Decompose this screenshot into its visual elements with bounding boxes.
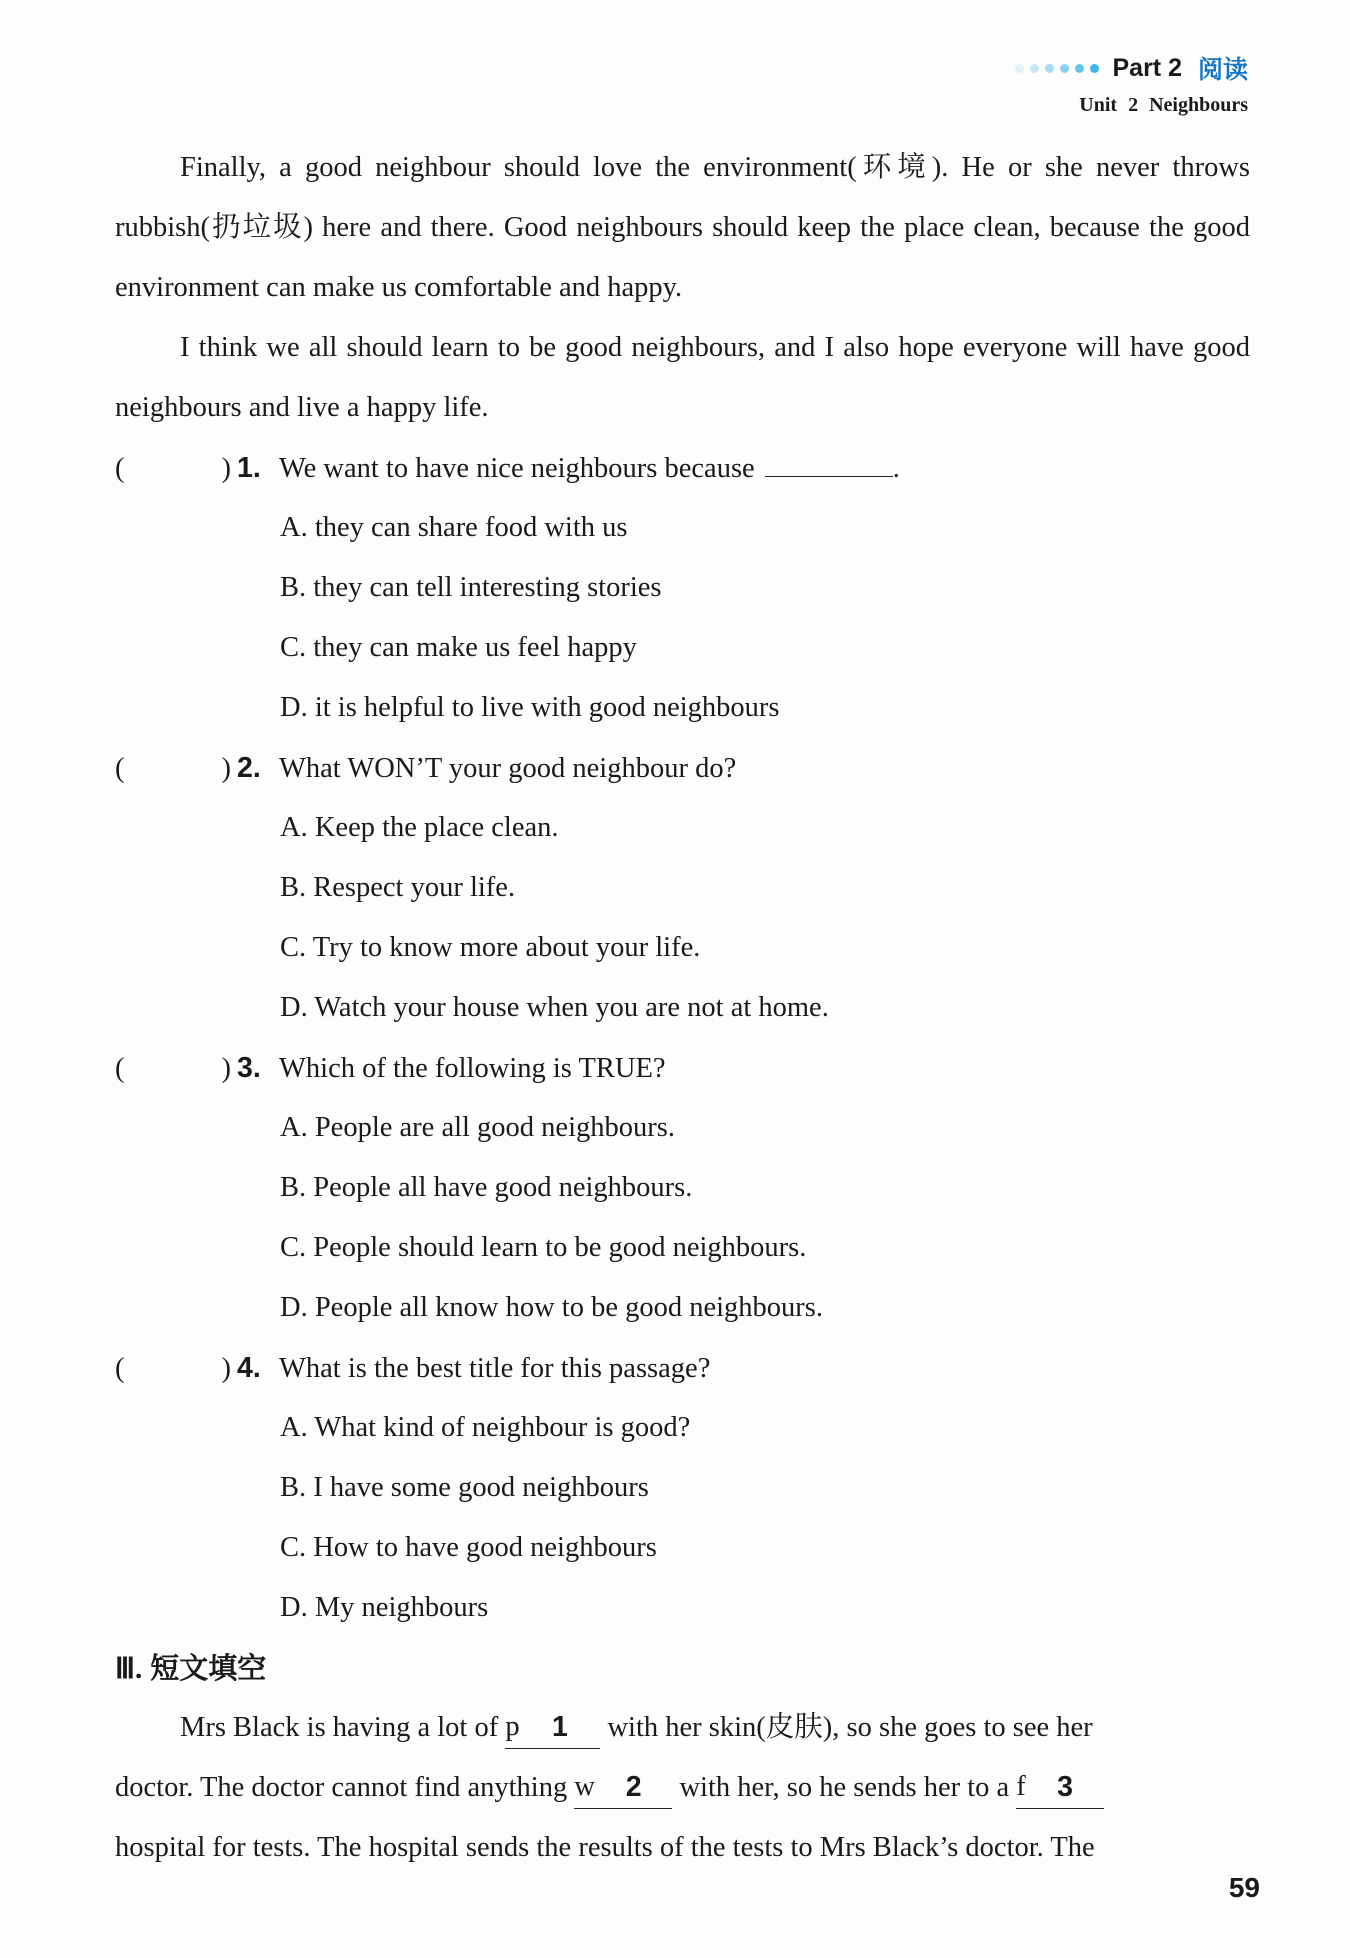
decorative-dots [1015,64,1099,73]
question-number: 4. [237,1352,261,1384]
dot-icon [1030,64,1039,73]
header-unit-title: Neighbours [1149,94,1248,116]
fill-blank-2[interactable] [574,1767,672,1809]
dot-icon [1090,64,1099,73]
section-3-heading [115,1638,1250,1698]
option-3a: A. People are all good neighbours. [280,1112,675,1143]
option-1d: D. it is helpful to live with good neighbours [280,692,780,723]
option-1a: A. they can share food with us [280,512,628,543]
blank-number: 3 [1057,1771,1073,1803]
question-number: 3. [237,1052,261,1084]
section-numeral: Ⅲ. [115,1653,143,1685]
blank-letter: p [505,1711,520,1742]
question-3 [115,1038,1250,1098]
fill-text: hospital for tests. The hospital sends the results of the tests to Mrs Black’s doctor. The [115,1832,1095,1863]
fill-line-2 [115,1758,1250,1818]
answer-paren[interactable]: ( ) [115,453,231,484]
blank-letter: f [1016,1771,1026,1802]
answer-paren[interactable]: ( ) [115,753,231,784]
answer-blank[interactable] [765,446,893,477]
dot-icon [1045,64,1054,73]
option-2a: A. Keep the place clean. [280,812,559,843]
option-3c: C. People should learn to be good neighbours. [280,1232,807,1263]
blank-number: 1 [552,1711,568,1743]
answer-paren[interactable]: ( ) [115,1353,231,1384]
fill-text: Mrs Black is having a lot of [180,1712,499,1743]
header-part: Part 2 [1112,53,1182,82]
option-1b: B. they can tell interesting stories [280,572,662,603]
fill-text: doctor. The doctor cannot find anything [115,1772,568,1803]
option-4a: A. What kind of neighbour is good? [280,1412,691,1443]
question-text: Which of the following is TRUE? [279,1053,666,1084]
option-4c: C. How to have good neighbours [280,1532,657,1563]
option-4d: D. My neighbours [280,1592,489,1623]
option-1c: C. they can make us feel happy [280,632,637,663]
option-3b: B. People all have good neighbours. [280,1172,693,1203]
header-unit: Unit 2 [1079,94,1139,116]
question-text: What WON’T your good neighbour do? [279,753,737,784]
option-3d: D. People all know how to be good neighbours. [280,1292,824,1323]
fill-blank-3[interactable] [1016,1767,1104,1809]
question-1 [115,438,1250,498]
fill-line-1 [115,1698,1250,1758]
option-2b: B. Respect your life. [280,872,516,903]
dot-icon [1015,64,1024,73]
option-2d: D. Watch your house when you are not at home. [280,992,829,1023]
header-top [1015,50,1249,86]
question-text: What is the best title for this passage? [279,1353,711,1384]
question-number: 1. [237,452,261,484]
fill-text: with her skin(皮肤), so she goes to see her [607,1712,1093,1743]
passage-paragraph-2: I think we all should learn to be good neighbours, and I also hope everyone will have good neighbours and live a happy life. [115,332,1250,423]
question-suffix: . [892,453,900,484]
fill-blank-1[interactable] [505,1707,600,1749]
option-4b: B. I have some good neighbours [280,1472,649,1503]
question-number: 2. [237,752,261,784]
dot-icon [1075,64,1084,73]
dot-icon [1060,64,1069,73]
blank-number: 2 [625,1771,642,1803]
fill-text: with her, so he sends her to a [679,1772,1010,1803]
question-2 [115,738,1250,798]
blank-letter: w [574,1771,595,1802]
answer-paren[interactable]: ( ) [115,1053,231,1084]
header-section: 阅读 [1197,55,1248,84]
page-content [115,138,1250,1878]
fill-line-3 [115,1818,1250,1878]
option-2c: C. Try to know more about your life. [280,932,701,963]
header-unit-line [1015,94,1249,117]
page-number: 59 [1228,1872,1260,1903]
page-header [1015,50,1249,117]
section-title: 短文填空 [150,1651,267,1685]
question-text: We want to have nice neighbours because [279,453,755,484]
passage-paragraph-1: Finally, a good neighbour should love the environment(环境). He or she never throws rubbish(扔垃圾) here and there. Good neighbours should keep the place clean, because the good environment can make us comfortable and happy. [115,152,1250,303]
question-4 [115,1338,1250,1398]
